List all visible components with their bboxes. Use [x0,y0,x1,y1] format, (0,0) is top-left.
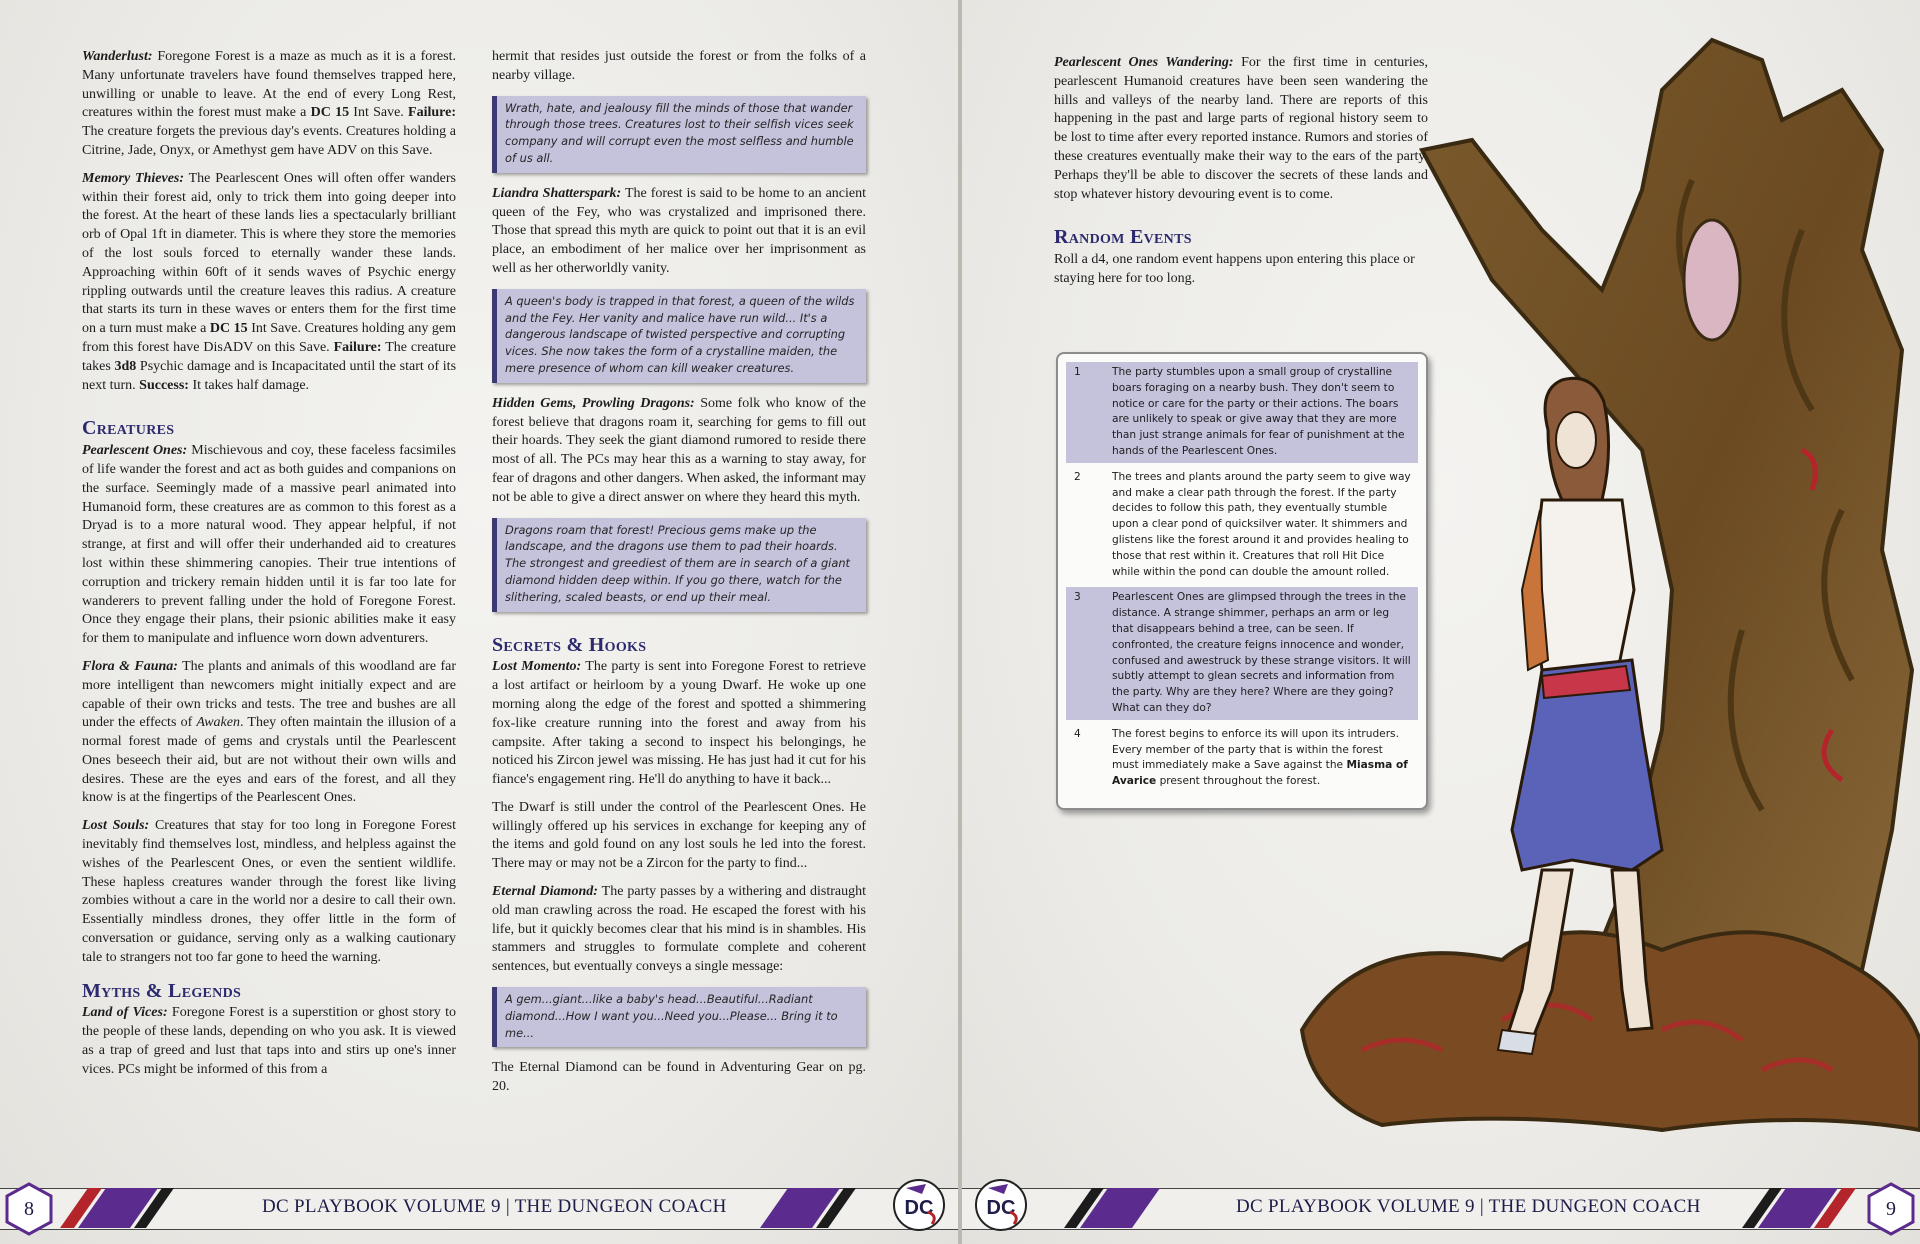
event-number: 4 [1074,727,1081,740]
table-row [1066,587,1418,719]
quote-box-vices: Wrath, hate, and jealousy fill the minds of those that wander through those trees. Creatures lost to their selfish vices seek company and will corrupt even the most selfless and humble of us all. [492,96,866,173]
quote-box-queen: A queen's body is trapped in that forest, a queen of the wilds and the Fey. Her vanity and malice have run wild... It's a dangerous landscape of twisted perspective and corrupting vices. She now takes the form of a crystalline maiden, the mere presence of whom can kill weaker creatures. [492,289,866,383]
page-number-hex-right [1866,1182,1916,1236]
paragraph-eternal-diamond: Eternal Diamond: The party passes by a withering and distraught old man crawling across the road. He escaped the forest with his life, but it quickly becomes clear that his mind is in shambles. His stammers and struggles to formulate complete and coherent sentences, but eventually conveys a single message: [492,884,866,975]
paragraph-pearlescent-ones: Pearlescent Ones: Mischievous and coy, these faceless facsimiles of life wander the forest and act as both guides and companions on the surface. Seemingly made of a massive pearl animated into Humanoid form, these creatures are as common to this forest as a Dryad is to a more natural wood. They appear helpful, if not strange, at first and will offer their underhanded aid to creatures lost within these shimmering canopies. Their true intentions of corruption and trickery remain hidden until it is far too late for wanderers to prevent falling under the hold of Foregone Forest. Once they engage their plans, their psionic abilities make it easy for them to manipulate and influence worn down adventurers. [82,443,457,647]
page-number-hex-left [4,1182,54,1236]
event-number: 3 [1074,591,1081,604]
left-column-2 [492,48,866,1106]
quote-box-diamond: A gem...giant...like a baby's head...Beautiful...Radiant diamond...How I want you...Need you...Please... Bring it to me... [492,987,866,1047]
event-number: 2 [1074,470,1081,483]
svg-text:DC: DC [986,1197,1016,1219]
paragraph-liandra: Liandra Shatterspark: The forest is said to be home to an ancient queen of the Fey, who was crystalized and imprisoned there. Those that spread this myth are quick to point out that it is an evil place, an embodiment of her malice over her imprisonment as well as her otherworldly vanity. [492,185,867,276]
footer-stripes-right [1040,1188,1160,1228]
paragraph-dwarf-control: The Dwarf is still under the control of the Pearlescent Ones. He willingly offered up his services in exchange for keeping any of the items and gold found on any lost souls he led into the forest. There may or may not be a Zircon for the party to find... [492,799,866,872]
footer-stripes-left [40,1188,190,1228]
paragraph-lost-souls: Lost Souls: Creatures that stay for too long in Foregone Forest inevitably find themselves lost, mindless, and helpless against the wishes of the Pearlescent Ones, or even the sentient wildlife. These hapless creatures wander through the forest like living zombies without a care in the world nor a desire to call their own. Essentially mindless drones, they offer little in the form of conversation or guidance, serving only as a walking cautionary tale to strangers not too far gone to heed the warning. [82,818,456,965]
quote-box-dragons: Dragons roam that forest! Precious gems make up the landscape, and the dragons use them to pad their hoards. The strongest and greediest of them are in search of a giant diamond hidden deep within. If you go there, watch for the slithering, scaled beasts, or end up their meal. [492,518,866,612]
dc-logo-left [892,1178,946,1232]
event-text: The party stumbles upon a small group of crystalline boars foraging on a nearby bush. They don't seem to notice or care for the party or their actions. The boars are unlikely to speak or give away that they are more than just strange animals for fear of punishment at the hands of the Pearlescent Ones. [1112,366,1405,457]
paragraph-land-of-vices: Land of Vices: Foregone Forest is a superstition or ghost story to the people of these lands, depending on who you ask. It is viewed as a trap of greed and lust that taps into and stirs up one's inner vices. PCs might be informed of this from a [82,1005,456,1077]
page-number-left: 8 [24,1198,34,1220]
event-text: The forest begins to enforce its will upon its intruders. Every member of the party that is within the forest must immediately make a Save against the Miasma of Avarice present throughout the forest. [1112,727,1408,788]
table-row [1066,467,1418,584]
right-page [962,0,1920,1244]
left-footer [0,1164,958,1244]
event-text: Pearlescent Ones are glimpsed through the trees in the distance. A strange shimmer, perhaps an arm or leg that disappears behind a tree, can be seen. If confronted, the creature feigns innocence and wonder, confused and awestruck by these strange visitors. It will subtly attempt to glean secrets and information from the party. Why are they here? Where are they going? What can they do? [1112,591,1411,714]
event-number: 1 [1074,366,1081,378]
right-footer [962,1164,1920,1244]
heading-myths-legends: Myths & Legends [82,979,242,1002]
footer-stripes-left-2 [760,1188,880,1228]
paragraph-lost-momento: Lost Momento: The party is sent into Foregone Forest to retrieve a lost artifact or heirloom by a young Dwarf. He woke up one morning along the edge of the forest and spotted a shimmering fox-like creature running into the forest and away from his campsite. After taking a second to inspect his belongings, he noticed his Zircon jewel was missing. He has just had it cut for his fiance's engagement ring. He'll do anything to have it back... [492,659,866,788]
paragraph-flora-fauna: Flora & Fauna: The plants and animals of this woodland are far more intelligent than newcomers might initially expect and are capable of their own tricks and tests. The tree and bushes are all under the effects of Awaken. They often maintain the illusion of a normal forest made of gems and crystals until the Pearlescent Ones beseech their aid, but are not without their own wills and desires. These are the eyes and ears of the forest, and all they know is at the fingertips of the Pearlescent Ones. [82,658,457,806]
event-text: The trees and plants around the party seem to give way and make a clear path through the forest. If the party decides to follow this path, they eventually stumble upon a clear pond of quicksilver water. It shimmers and glistens like the forest around it and provides healing to those that rest within it. Creatures that roll Hit Dice while within the pond can double the amount rolled. [1112,470,1411,578]
dc-logo-right [974,1178,1028,1232]
table-row [1066,724,1418,793]
paragraph-memory-thieves: Memory Thieves: The Pearlescent Ones will often offer wanders within their forest aid, only to trick them into going deeper into the forest. At the heart of these lands lies a spectacularly brilliant orb of Opal 1ft in diameter. This is where they store the memories of the lost souls forced to eternally wander these lands. Approaching within 60ft of it sends waves of Psychic energy rippling outwards until the creature leaves this radius. A creature that starts its turn in these waves or enters them for the first time on a turn must make a DC 15 Int Save. Creatures holding any gem from this forest have DisADV on this Save. Failure: The creature takes 3d8 Psychic damage and is Incapacitated until the start of its next turn. Success: It takes half damage. [82,170,457,393]
random-events-table [1056,352,1428,810]
right-column [1054,54,1428,298]
paragraph-roll-d4: Roll a d4, one random event happens upon entering this place or staying here for too long. [1054,252,1415,286]
footer-title-right: DC PLAYBOOK VOLUME 9 | THE DUNGEON COACH [1236,1196,1701,1217]
paragraph-hidden-gems: Hidden Gems, Prowling Dragons: Some folk who know of the forest believe that dragons roam it, searching for gems to fill out their hoards. They seek the giant diamond rumored to reside there most of all. The PCs may hear this as a warning to stay away, for fear of dragons and other dangers. When asked, the informant may not be able to give a direct answer on where they heard this myth. [492,395,866,505]
table-row [1066,362,1418,463]
paragraph-wanderlust: Wanderlust: Foregone Forest is a maze as much as it is a forest. Many unfortunate travelers have found themselves trapped here, unwilling or unable to leave. At the end of every Long Rest, creatures within the forest must make a DC 15 Int Save. Failure: The creature forgets the previous day's events. Creatures holding a Citrine, Jade, Onyx, or Amethyst gem have ADV on this Save. [82,49,456,158]
footer-title-left: DC PLAYBOOK VOLUME 9 | THE DUNGEON COACH [262,1196,727,1217]
paragraph-hermit: hermit that resides just outside the forest or from the folks of a nearby village. [492,49,866,83]
heading-secrets-hooks: Secrets & Hooks [492,633,647,656]
footer-stripes-right-2 [1742,1188,1872,1228]
left-page [0,0,958,1244]
page-number-right: 9 [1886,1198,1896,1220]
paragraph-pearlescent-wandering: Pearlescent Ones Wandering: For the first time in centuries, pearlescent Humanoid creatures have been seen wandering the hills and valleys of the nearby land. There are reports of this happening in the past and large parts of regional history seem to be lost to time after every reported instance. Rumors and stories of these creatures eventually make their way to the ears of the party. Perhaps they'll be able to discover the secrets of these lands and stop whatever history devouring event is to come. [1054,55,1428,202]
paragraph-eternal-diamond-ref: The Eternal Diamond can be found in Adventuring Gear on pg. 20. [492,1060,866,1095]
svg-text:DC: DC [904,1197,934,1219]
heading-random-events: Random Events [1054,226,1192,249]
left-column-1 [82,48,456,1089]
heading-creatures: Creatures [82,417,175,440]
